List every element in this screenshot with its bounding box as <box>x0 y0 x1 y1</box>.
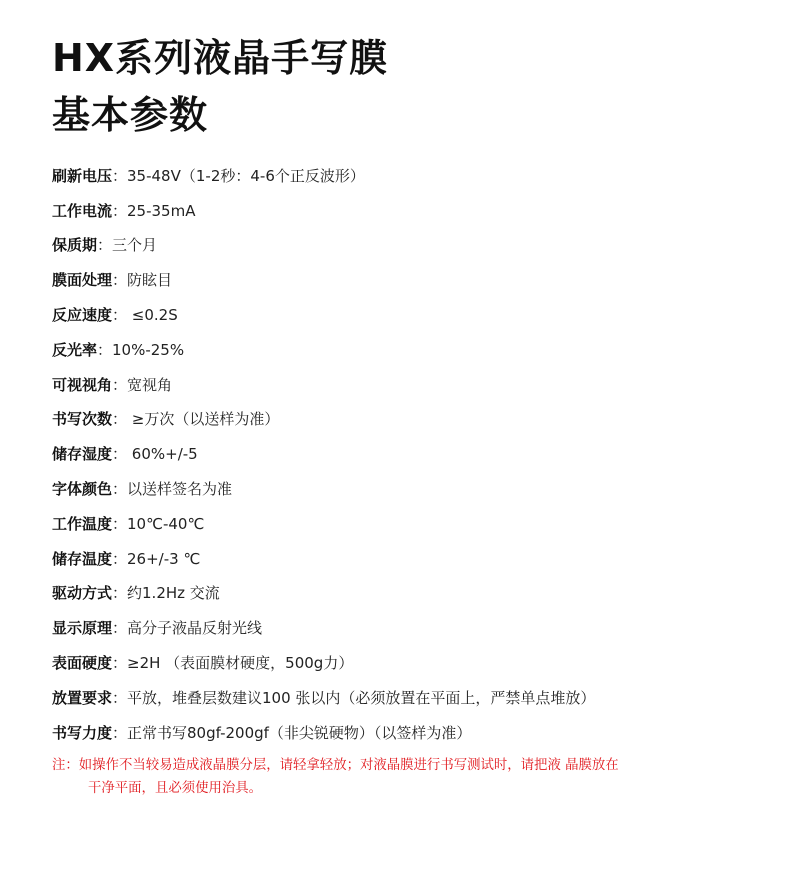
spec-surface-treatment <box>52 262 752 297</box>
spec-drive-mode <box>52 576 752 611</box>
spec-label: 储存湿度 <box>52 445 113 464</box>
spec-label: 字体颜色 <box>52 480 113 499</box>
spec-working-temperature <box>52 506 752 541</box>
spec-value: ： 60%+/-5 <box>112 445 198 464</box>
spec-value: ：约1.2Hz 交流 <box>112 584 220 603</box>
spec-label: 可视视角 <box>52 375 113 394</box>
spec-label: 储存温度 <box>52 549 113 568</box>
spec-shelf-life <box>52 228 752 263</box>
spec-value: ：35-48V（1-2秒：4-6个正反波形） <box>112 166 365 185</box>
spec-label: 表面硬度 <box>52 654 113 673</box>
spec-value: ：高分子液晶反射光线 <box>112 619 263 638</box>
warning-note-line: 干净平面，且必须使用治具。 <box>88 781 263 796</box>
spec-value: ：三个月 <box>97 236 158 255</box>
spec-label: 书写次数 <box>52 410 113 429</box>
spec-value: ：25-35mA <box>112 201 196 220</box>
spec-value: ：宽视角 <box>112 375 173 394</box>
spec-value: ：以送样签名为准 <box>112 480 233 499</box>
spec-placement-requirement <box>52 680 752 715</box>
spec-response-speed <box>52 297 752 332</box>
spec-value: ： ≥万次（以送样为准） <box>112 410 280 429</box>
spec-list <box>52 158 752 750</box>
spec-working-current <box>52 193 752 228</box>
spec-value: ：平放，堆叠层数建议100 张以内（必须放置在平面上，严禁单点堆放） <box>112 688 596 707</box>
spec-writing-force <box>52 715 752 750</box>
spec-label: 驱动方式 <box>52 584 113 603</box>
page-title: HX系列液晶手写膜 <box>52 36 389 80</box>
spec-value: ：正常书写80gf-200gf（非尖锐硬物）（以签样为准） <box>112 723 472 742</box>
spec-writing-cycles <box>52 402 752 437</box>
spec-label: 膜面处理 <box>52 271 113 290</box>
spec-value: ：防眩目 <box>112 271 173 290</box>
spec-value: ： ≤0.2S <box>112 306 178 325</box>
spec-label: 工作电流 <box>52 201 113 220</box>
spec-label: 显示原理 <box>52 619 113 638</box>
spec-value: ：10℃-40℃ <box>112 514 205 533</box>
spec-label: 反光率 <box>52 340 98 359</box>
spec-label: 书写力度 <box>52 723 113 742</box>
spec-value: ：10%-25% <box>97 340 185 359</box>
spec-label: 放置要求 <box>52 688 113 707</box>
spec-storage-temperature <box>52 541 752 576</box>
spec-value: ：≥2H （表面膜材硬度，500g力） <box>112 654 354 673</box>
spec-label: 刷新电压 <box>52 166 113 185</box>
spec-label: 保质期 <box>52 236 98 255</box>
spec-storage-humidity <box>52 436 752 471</box>
warning-note-line: 注：如操作不当较易造成液晶膜分层，请轻拿轻放；对液晶膜进行书写测试时，请把液 晶膜放在 <box>52 758 619 773</box>
spec-display-principle <box>52 610 752 645</box>
warning-note <box>52 754 742 800</box>
page-subtitle: 基本参数 <box>52 93 209 137</box>
spec-value: ：26+/-3 ℃ <box>112 549 201 568</box>
spec-font-color <box>52 471 752 506</box>
spec-refresh-voltage <box>52 158 752 193</box>
spec-reflectivity <box>52 332 752 367</box>
spec-label: 工作温度 <box>52 514 113 533</box>
spec-label: 反应速度 <box>52 306 113 325</box>
spec-viewing-angle <box>52 367 752 402</box>
spec-surface-hardness <box>52 645 752 680</box>
